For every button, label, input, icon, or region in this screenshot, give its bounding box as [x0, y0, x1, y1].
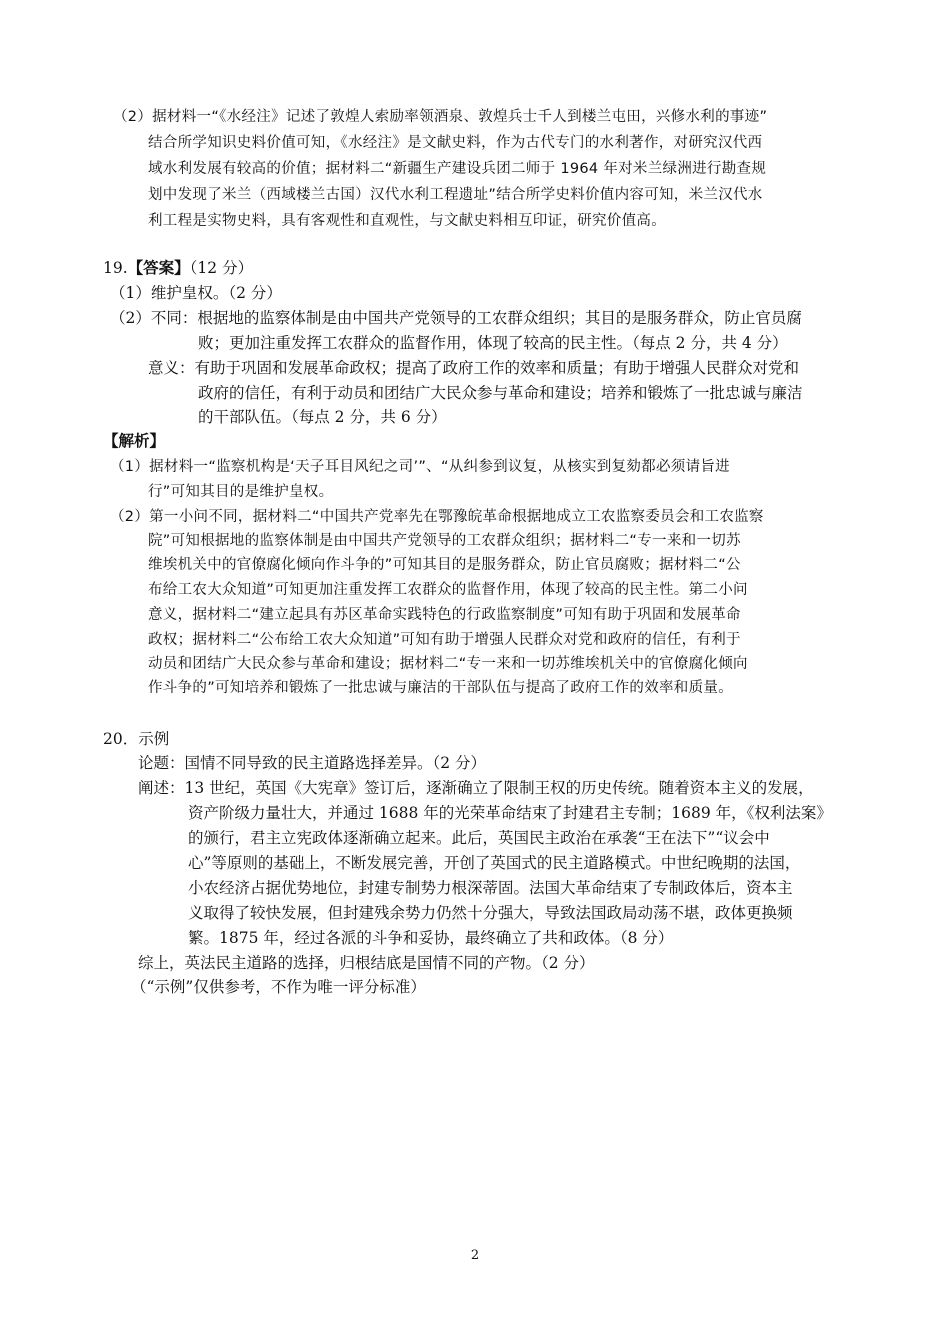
q19-part2-line: （2）不同：根据地的监察体制是由中国共产党领导的工农群众组织；其目的是服务群众，防止官员腐 [110, 309, 802, 327]
analysis-part1-line: 行”可知其目的是维护皇权。 [148, 484, 334, 500]
q20-exposition-line: 义取得了较快发展，但封建残余势力仍然十分强大，导致法国政局动荡不堪，政体更换频 [188, 904, 793, 922]
q18-part2-line: （2）据材料一“《水经注》记述了敦煌人索励率领酒泉、敦煌兵士千人到楼兰屯田，兴修水利的事迹” [113, 109, 768, 125]
q19-score: （12 分） [189, 259, 254, 277]
q19-part1: （1）维护皇权。（2 分） [110, 284, 282, 302]
analysis-tag: 【解析】 [103, 431, 166, 450]
answer-tag: 【答案】 [127, 258, 190, 277]
q20-exposition-line: 阐述：13 世纪，英国《大宪章》签订后，逐渐确立了限制王权的历史传统。随着资本主义的发展， [138, 779, 814, 797]
q20-exposition-line: 心”等原则的基础上，不断发展完善，开创了英国式的民主道路模式。中世纪晚期的法国， [188, 854, 801, 872]
analysis-part2-line: 维埃机关中的官僚腐化倾向作斗争的”可知其目的是服务群众，防止官员腐败；据材料二“公 [148, 557, 741, 573]
q19-part2-line: 政府的信任，有利于动员和团结广大民众参与革命和建设；培养和锻炼了一批忠诚与廉洁 [198, 384, 803, 402]
q19-heading [103, 256, 253, 280]
q20-exposition-line: 资产阶级力量壮大，并通过 1688 年的光荣革命结束了封建君主专制；1689 年，《权利法案》 [188, 804, 832, 822]
q20-thesis: 论题：国情不同导致的民主道路选择差异。（2 分） [138, 754, 487, 772]
q18-part2-line: 利工程是实物史料，具有客观性和直观性，与文献史料相互印证，研究价值高。 [148, 213, 666, 229]
q20-exposition-line: 繁。1875 年，经过各派的斗争和妥协，最终确立了共和政体。（8 分） [188, 929, 674, 947]
q20-note: （“示例”仅供参考，不作为唯一评分标准） [131, 978, 426, 996]
q20-exposition-line: 的颁行，君主立宪政体逐渐确立起来。此后，英国民主政治在承袭“王在法下”“议会中 [188, 829, 770, 847]
analysis-part2-line: （2）第一小问不同，据材料二“中国共产党率先在鄂豫皖革命根据地成立工农监察委员会和工农监察 [110, 509, 764, 525]
q19-part2-line: 败；更加注重发挥工农群众的监督作用，体现了较高的民主性。（每点 2 分，共 4 分） [198, 334, 788, 352]
q18-part2-line: 结合所学知识史料价值可知，《水经注》是文献史料，作为古代专门的水利著作，对研究汉代西 [148, 135, 763, 151]
page-number: 2 [470, 1248, 480, 1263]
analysis-part2-line: 布给工农大众知道”可知更加注重发挥工农群众的监督作用，体现了较高的民主性。第二小问 [148, 582, 748, 598]
q18-part2-line: 划中发现了米兰（西域楼兰古国）汉代水利工程遗址”结合所学史料价值内容可知，米兰汉代水 [148, 187, 763, 203]
q19-part2-line: 意义：有助于巩固和发展革命政权；提高了政府工作的效率和质量；有助于增强人民群众对党和 [148, 359, 800, 377]
analysis-part2-line: 院”可知根据地的监察体制是由中国共产党领导的工农群众组织；据材料二“专一来和一切苏 [148, 533, 741, 549]
analysis-part1-line: （1）据材料一“监察机构是‘天子耳目风纪之司’”、“从纠参到议复，从核实到复劾都必须请旨进 [110, 459, 730, 475]
q19-part2-line: 的干部队伍。（每点 2 分，共 6 分） [198, 408, 447, 426]
analysis-part2-line: 政权；据材料二“公布给工农大众知道”可知有助于增强人民群众对党和政府的信任，有利于 [148, 632, 741, 648]
q18-part2-line: 域水利发展有较高的价值；据材料二“新疆生产建设兵团二师于 1964 年对米兰绿洲进行勘查规 [148, 161, 767, 177]
q20-conclusion: 综上，英法民主道路的选择，归根结底是国情不同的产物。（2 分） [138, 954, 595, 972]
analysis-part2-line: 意义，据材料二“建立起具有苏区革命实践特色的行政监察制度”可知有助于巩固和发展革命 [148, 607, 741, 623]
analysis-part2-line: 动员和团结广大民众参与革命和建设；据材料二“专一来和一切苏维埃机关中的官僚腐化倾向 [148, 656, 748, 672]
analysis-part2-line: 作斗争的”可知培养和锻炼了一批忠诚与廉洁的干部队伍与提高了政府工作的效率和质量。 [148, 680, 734, 696]
q20-exposition-line: 小农经济占据优势地位，封建专制势力根深蒂固。法国大革命结束了专制政体后，资本主 [188, 879, 793, 897]
q19-number: 19. [103, 259, 128, 277]
q20-heading: 20．示例 [103, 730, 170, 748]
